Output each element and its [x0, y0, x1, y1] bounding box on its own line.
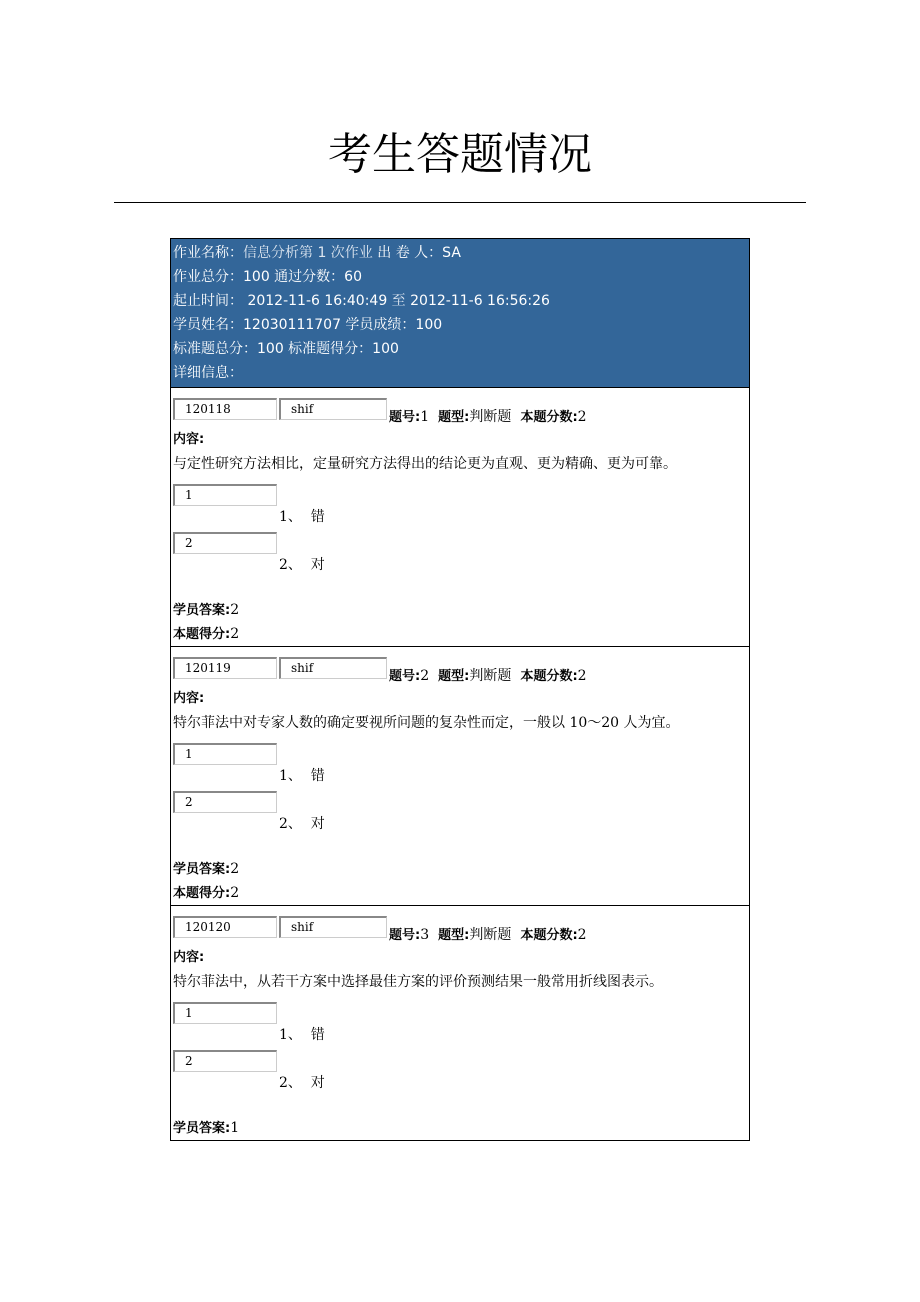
option-box[interactable]: 1 [173, 1002, 277, 1024]
content-label: 内容: [173, 691, 205, 706]
question-code-field[interactable]: shif [279, 398, 387, 420]
question-code-field[interactable]: shif [279, 916, 387, 938]
option-2 [173, 524, 747, 572]
question-block [171, 906, 749, 1140]
got-value: 2 [230, 885, 240, 901]
question-header [173, 906, 747, 943]
option-1 [173, 735, 747, 783]
content-label: 内容: [173, 432, 205, 447]
exam-summary [171, 239, 749, 388]
label: 题号: [389, 410, 421, 425]
option-text: 1、 错 [279, 509, 325, 525]
option-text: 1、 错 [279, 768, 325, 784]
question-type: 判断题 [469, 927, 512, 943]
question-header [173, 388, 747, 425]
question-content: 特尔菲法中对专家人数的确定要视所问题的复杂性而定，一般以 10～20 人为宜。 [173, 715, 680, 731]
option-2 [173, 1042, 747, 1090]
author: SA [442, 245, 461, 261]
assignment-name: 信息分析第 1 次作业 [243, 245, 373, 261]
option-1 [173, 476, 747, 524]
question-type: 判断题 [469, 409, 512, 425]
start-time: 2012-11-6 16:40:49 [243, 293, 388, 309]
details-label: 详细信息： [173, 365, 243, 381]
question-code-field[interactable]: shif [279, 657, 387, 679]
question-id-field[interactable]: 120120 [173, 916, 277, 938]
question-content: 特尔菲法中，从若干方案中选择最佳方案的评价预测结果一般常用折线图表示。 [173, 974, 663, 990]
label: 起止时间： [173, 293, 243, 309]
question-score: 2 [577, 927, 587, 943]
option-1 [173, 994, 747, 1042]
answer-value: 1 [230, 1120, 240, 1136]
options [173, 476, 747, 572]
question-type: 判断题 [469, 668, 512, 684]
label: 本题分数: [511, 928, 578, 943]
label: 本题分数: [511, 410, 578, 425]
label: 题号: [389, 928, 421, 943]
options [173, 994, 747, 1090]
score-row: 作业总分：100 通过分数：60 [173, 269, 362, 285]
label: 作业名称： [173, 245, 243, 261]
option-text: 2、 对 [279, 1075, 325, 1091]
label: 出 卷 人： [372, 245, 443, 261]
label: 本题分数: [511, 669, 578, 684]
option-text: 1、 错 [279, 1027, 325, 1043]
student-answer [173, 598, 747, 622]
question-got-score [173, 881, 747, 905]
option-text: 2、 对 [279, 557, 325, 573]
label: 至 [387, 293, 411, 309]
label: 学员答案: [173, 603, 231, 618]
label: 题型: [429, 928, 470, 943]
option-box[interactable]: 2 [173, 1050, 277, 1072]
exam-table [170, 238, 750, 1141]
option-box[interactable]: 2 [173, 791, 277, 813]
question-content: 与定性研究方法相比，定量研究方法得出的结论更为直观、更为精确、更为可靠。 [173, 456, 677, 472]
end-time: 2012-11-6 16:56:26 [410, 293, 550, 309]
question-score: 2 [577, 668, 587, 684]
time-row [173, 289, 747, 313]
label: 题号: [389, 669, 421, 684]
question-block [171, 647, 749, 906]
question-block [171, 388, 749, 647]
label: 本题得分: [173, 886, 231, 901]
label: 学员答案: [173, 862, 231, 877]
standard-score-row: 标准题总分：100 标准题得分：100 [173, 341, 399, 357]
question-meta [389, 665, 587, 685]
question-header [173, 647, 747, 684]
student-answer [173, 1116, 747, 1140]
title-divider [114, 202, 806, 203]
question-score: 2 [577, 409, 587, 425]
question-number: 3 [420, 927, 430, 943]
option-2 [173, 783, 747, 831]
got-value: 2 [230, 626, 240, 642]
question-meta [389, 406, 587, 426]
content-label: 内容: [173, 950, 205, 965]
option-text: 2、 对 [279, 816, 325, 832]
assignment-name-row [173, 241, 747, 265]
option-box[interactable]: 1 [173, 743, 277, 765]
student-answer [173, 857, 747, 881]
option-box[interactable]: 2 [173, 532, 277, 554]
question-got-score [173, 622, 747, 646]
answer-value: 2 [230, 861, 240, 877]
student-row: 学员姓名：12030111707 学员成绩：100 [173, 317, 443, 333]
label: 题型: [429, 669, 470, 684]
answer-value: 2 [230, 602, 240, 618]
question-number: 1 [420, 409, 430, 425]
label: 本题得分: [173, 627, 231, 642]
options [173, 735, 747, 831]
label: 题型: [429, 410, 470, 425]
page-title: 考生答题情况 [328, 129, 592, 180]
option-box[interactable]: 1 [173, 484, 277, 506]
label: 学员答案: [173, 1121, 231, 1136]
question-number: 2 [420, 668, 430, 684]
question-id-field[interactable]: 120119 [173, 657, 277, 679]
question-meta [389, 924, 587, 944]
question-id-field[interactable]: 120118 [173, 398, 277, 420]
